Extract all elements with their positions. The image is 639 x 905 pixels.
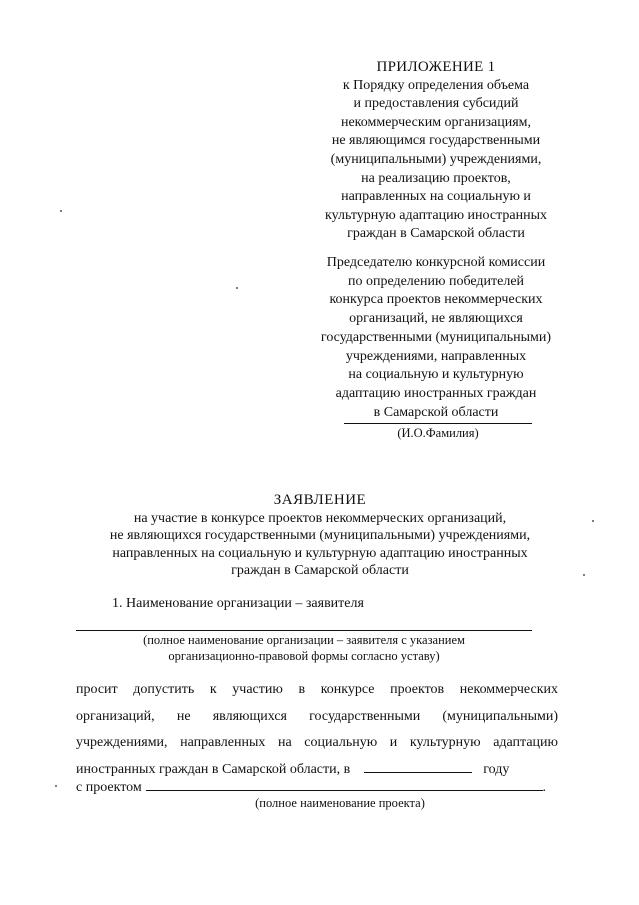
year-field[interactable] <box>364 758 472 773</box>
addressee-line: учреждениями, направленных <box>345 348 527 364</box>
statement-subtitle-line: направленных на социальную и культурную адаптацию иностранных <box>112 545 528 561</box>
year-word: году <box>483 761 510 777</box>
signature-line[interactable] <box>344 423 532 424</box>
hint-line: организационно-правовой формы согласно уставу) <box>168 649 440 663</box>
appendix-line: к Порядку определения объема <box>342 77 530 93</box>
request-paragraph <box>76 677 558 783</box>
addressee-line: по определению победителей <box>347 273 525 289</box>
statement-subtitle-line: на участие в конкурсе проектов некоммерческих организаций, <box>133 510 507 526</box>
scan-speck <box>583 574 585 576</box>
paragraph-line: организаций, не являющихся государственными (муниципальными) <box>76 708 558 724</box>
appendix-block <box>300 58 572 244</box>
addressee-line: Председателю конкурсной комиссии <box>326 255 546 270</box>
appendix-line: на реализацию проектов, <box>361 170 511 186</box>
appendix-line: граждан в Самарской области <box>347 226 525 242</box>
project-row <box>76 778 546 796</box>
paragraph-line: иностранных граждан в Самарской области, в <box>76 761 351 777</box>
addressee-line: на социальную и культурную <box>348 367 524 383</box>
appendix-line: некоммерческим организациям, <box>340 114 532 130</box>
paragraph-line: учреждениями, направленных на социальную и культурную адаптацию <box>76 735 558 750</box>
organization-name-label: 1. Наименование организации – заявителя <box>112 596 364 611</box>
addressee-line: адаптацию иностранных граждан <box>335 385 537 401</box>
project-name-hint: (полное наименование проекта) <box>255 796 425 810</box>
appendix-line: культурную адаптацию иностранных <box>325 207 547 223</box>
paragraph-line: просит допустить к участию в конкурсе проектов некоммерческих <box>76 682 558 697</box>
addressee-line: организаций, не являющихся <box>349 311 523 327</box>
project-name-field[interactable] <box>146 778 543 791</box>
scan-speck <box>60 210 62 212</box>
addressee-block <box>300 254 572 422</box>
appendix-line: направленных на социальную и <box>341 189 531 205</box>
hint-line: (полное наименование организации – заявителя с указанием <box>143 633 465 647</box>
statement-subtitle-line: граждан в Самарской области <box>231 563 409 578</box>
appendix-line: и предоставления субсидий <box>353 96 519 112</box>
scan-speck <box>55 785 57 787</box>
appendix-heading: ПРИЛОЖЕНИЕ 1 <box>376 59 496 75</box>
statement-subtitle-line: не являющихся государственными (муниципальными) учреждениями, <box>109 528 531 543</box>
addressee-line: конкурса проектов некоммерческих <box>329 292 543 308</box>
scan-speck <box>236 287 238 289</box>
organization-name-field[interactable] <box>76 630 532 631</box>
project-period: . <box>542 780 546 795</box>
appendix-line: не являющимся государственными <box>331 133 541 149</box>
statement-title-block <box>60 492 580 580</box>
signature-caption: (И.О.Фамилия) <box>397 426 479 440</box>
addressee-line: государственными (муниципальными) <box>320 329 552 345</box>
project-label: с проектом <box>76 780 142 795</box>
addressee-line: в Самарской области <box>373 404 499 420</box>
statement-title: ЗАЯВЛЕНИЕ <box>273 492 367 508</box>
appendix-line: (муниципальными) учреждениями, <box>330 151 542 167</box>
scan-speck <box>592 520 594 522</box>
organization-name-hint <box>76 632 532 664</box>
